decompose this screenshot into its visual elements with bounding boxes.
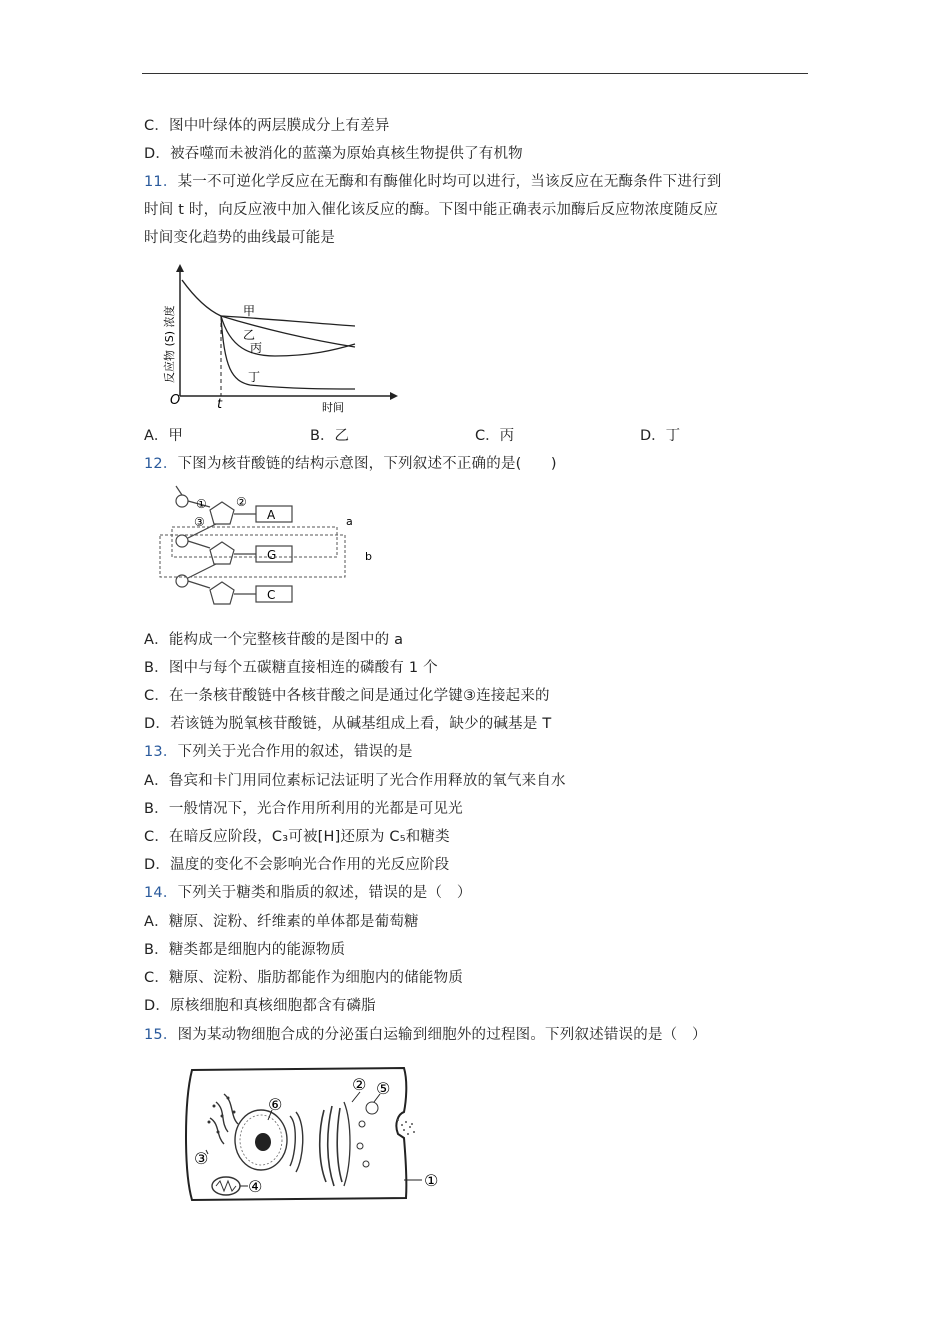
marker-5: ⑤ bbox=[376, 1079, 391, 1098]
marker-2: ② bbox=[236, 495, 247, 509]
x-axis-label: 时间 bbox=[322, 401, 344, 414]
q11-stem-line2: 时间 t 时，向反应液中加入催化该反应的酶。下图中能正确表示加酶后反应物浓度随反应 bbox=[144, 202, 719, 218]
x-axis-arrow-icon bbox=[390, 392, 398, 400]
q13-number: 13． bbox=[144, 744, 178, 760]
vesicle bbox=[363, 1161, 369, 1167]
q11-option-d: D．丁 bbox=[640, 428, 681, 444]
q11-number: 11． bbox=[144, 174, 178, 190]
rough-er bbox=[210, 1094, 238, 1144]
q11-stem-line1: 11．某一不可逆化学反应在无酶和有酶催化时均可以进行，当该反应在无酶条件下进行到 bbox=[144, 174, 722, 190]
q13-stem: 13．下列关于光合作用的叙述，错误的是 bbox=[144, 744, 413, 760]
vesicle bbox=[359, 1121, 365, 1127]
marker-1: ① bbox=[424, 1171, 439, 1190]
q12-option-d: D．若该链为脱氧核苷酸链，从碱基组成上看，缺少的碱基是 T bbox=[144, 716, 552, 732]
q11-option-b: B．乙 bbox=[310, 428, 349, 444]
vesicle bbox=[357, 1143, 363, 1149]
phosphate-2 bbox=[176, 535, 188, 547]
q14-stem: 14．下列关于糖类和脂质的叙述，错误的是（ ） bbox=[144, 885, 472, 901]
base-c: C bbox=[267, 588, 276, 602]
q12-stem: 12．下图为核苷酸链的结构示意图，下列叙述不正确的是( ) bbox=[144, 456, 557, 472]
t-label: t bbox=[217, 397, 223, 412]
q11-option-a: A．甲 bbox=[144, 428, 183, 444]
curve-label-jia: 甲 bbox=[243, 304, 256, 318]
q14-number: 14． bbox=[144, 885, 178, 901]
curve-jia bbox=[221, 316, 355, 326]
q15-stem: 15．图为某动物细胞合成的分泌蛋白运输到细胞外的过程图。下列叙述错误的是（ ） bbox=[144, 1027, 707, 1043]
curve-label-ding: 丁 bbox=[248, 370, 261, 384]
secretion-dots bbox=[397, 1119, 415, 1135]
q13-option-a: A．鲁宾和卡门用同位素标记法证明了光合作用释放的氧气来自水 bbox=[144, 773, 566, 789]
q15-cell-diagram bbox=[176, 1062, 456, 1207]
header-rule bbox=[142, 73, 808, 74]
q14-option-d: D．原核细胞和真核细胞都含有磷脂 bbox=[144, 998, 376, 1014]
sugar-2 bbox=[210, 542, 234, 564]
marker-3: ③ bbox=[194, 515, 205, 529]
marker-4: ④ bbox=[248, 1177, 263, 1196]
curve-pre-enzyme bbox=[182, 280, 221, 316]
base-g: G bbox=[267, 548, 277, 562]
q11-chart bbox=[140, 258, 410, 418]
nucleolus bbox=[255, 1133, 271, 1151]
marker-2: ② bbox=[352, 1075, 367, 1094]
curve-label-bing: 丙 bbox=[250, 341, 263, 355]
q11-option-c: C．丙 bbox=[475, 428, 515, 444]
marker-3: ③ bbox=[194, 1149, 209, 1168]
box-label-a: a bbox=[346, 515, 353, 528]
sugar-1 bbox=[210, 502, 234, 524]
secretory-vesicle bbox=[366, 1102, 378, 1114]
marker-6: ⑥ bbox=[268, 1095, 283, 1114]
q13-option-d: D．温度的变化不会影响光合作用的光反应阶段 bbox=[144, 857, 450, 873]
q10-option-c: C．图中叶绿体的两层膜成分上有差异 bbox=[144, 118, 390, 134]
q13-option-c: C．在暗反应阶段，C₃可被[H]还原为 C₅和糖类 bbox=[144, 829, 450, 845]
base-a: A bbox=[267, 508, 276, 522]
q14-option-a: A．糖原、淀粉、纤维素的单体都是葡萄糖 bbox=[144, 914, 419, 930]
q14-option-b: B．糖类都是细胞内的能源物质 bbox=[144, 942, 346, 958]
q12-diagram bbox=[150, 480, 380, 625]
q13-option-b: B．一般情况下，光合作用所利用的光都是可见光 bbox=[144, 801, 463, 817]
origin-label: O bbox=[170, 393, 181, 408]
golgi bbox=[320, 1106, 342, 1186]
q12-option-c: C．在一条核苷酸链中各核苷酸之间是通过化学键③连接起来的 bbox=[144, 688, 550, 704]
curve-ding bbox=[221, 316, 355, 389]
box-label-b: b bbox=[365, 550, 372, 563]
q12-option-a: A．能构成一个完整核苷酸的是图中的 a bbox=[144, 632, 404, 648]
q14-option-c: C．糖原、淀粉、脂肪都能作为细胞内的储能物质 bbox=[144, 970, 464, 986]
curve-label-yi: 乙 bbox=[243, 328, 256, 342]
q11-stem-line3: 时间变化趋势的曲线最可能是 bbox=[144, 230, 336, 246]
q12-option-b: B．图中与每个五碳糖直接相连的磷酸有 1 个 bbox=[144, 660, 438, 676]
q15-number: 15． bbox=[144, 1027, 178, 1043]
dashed-box-a bbox=[172, 527, 337, 557]
phosphate-1 bbox=[176, 495, 188, 507]
y-axis-arrow-icon bbox=[176, 264, 184, 272]
sugar-3 bbox=[210, 582, 234, 604]
y-axis-label: 反应物 (S) 浓度 bbox=[163, 305, 176, 383]
q12-number: 12． bbox=[144, 456, 178, 472]
marker-1: ① bbox=[196, 497, 207, 511]
q10-option-d: D．被吞噬而未被消化的蓝藻为原始真核生物提供了有机物 bbox=[144, 146, 523, 162]
